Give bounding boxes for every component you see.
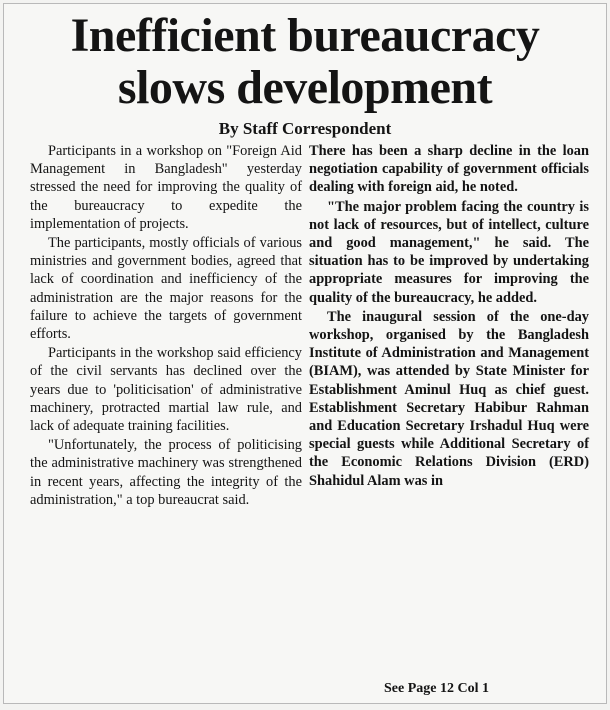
paragraph: "The major problem facing the country is not lack of resources, but of intellect, culture and good management," he said. The situation has to be improved by undertaking appropriate measures for improving the quality of the bureaucracy, he added. bbox=[309, 198, 589, 306]
headline-line-2: slows development bbox=[117, 61, 493, 114]
paragraph: The participants, mostly officials of various ministries and government bodies, agreed that lack of coordination and inefficiency of the administration are the major reasons for the failure to achieve the targets of government efforts. bbox=[30, 235, 302, 343]
paragraph: Participants in the workshop said efficiency of the civil servants has declined over the years due to 'politicisation' of administrative machinery, protracted martial law rule, and lack of adequate training facilities. bbox=[30, 345, 302, 435]
left-column bbox=[30, 142, 302, 509]
paragraph: "Unfortunately, the process of politicising the administrative machinery was strengthened in recent years, affecting the integrity of the administration," a top bureaucrat said. bbox=[30, 437, 302, 508]
paragraph: The inaugural session of the one-day workshop, organised by the Bangladesh Institute of Administration and Management (BIAM), was attended by State Minister for Establishment Aminul Huq as chief guest. Establishment Secretary Habibur Rahman and Education Secretary Irshadul Huq were special guests while Additional Secretary of the Economic Relations Division (ERD) Shahidul Alam was in bbox=[309, 308, 589, 489]
paragraph: There has been a sharp decline in the loan negotiation capability of government officials dealing with foreign aid, he noted. bbox=[309, 143, 589, 196]
right-column bbox=[309, 142, 589, 490]
headline bbox=[4, 10, 606, 114]
headline-line-1: Inefficient bureaucracy bbox=[70, 9, 540, 62]
paragraph: Participants in a workshop on "Foreign Aid Management in Bangladesh" yesterday stressed the need for improving the quality of the bureaucracy to expedite the implementation of projects. bbox=[30, 143, 302, 232]
continuation-note: See Page 12 Col 1 bbox=[384, 681, 489, 696]
byline: By Staff Correspondent bbox=[218, 119, 392, 138]
newspaper-clipping bbox=[3, 3, 607, 704]
